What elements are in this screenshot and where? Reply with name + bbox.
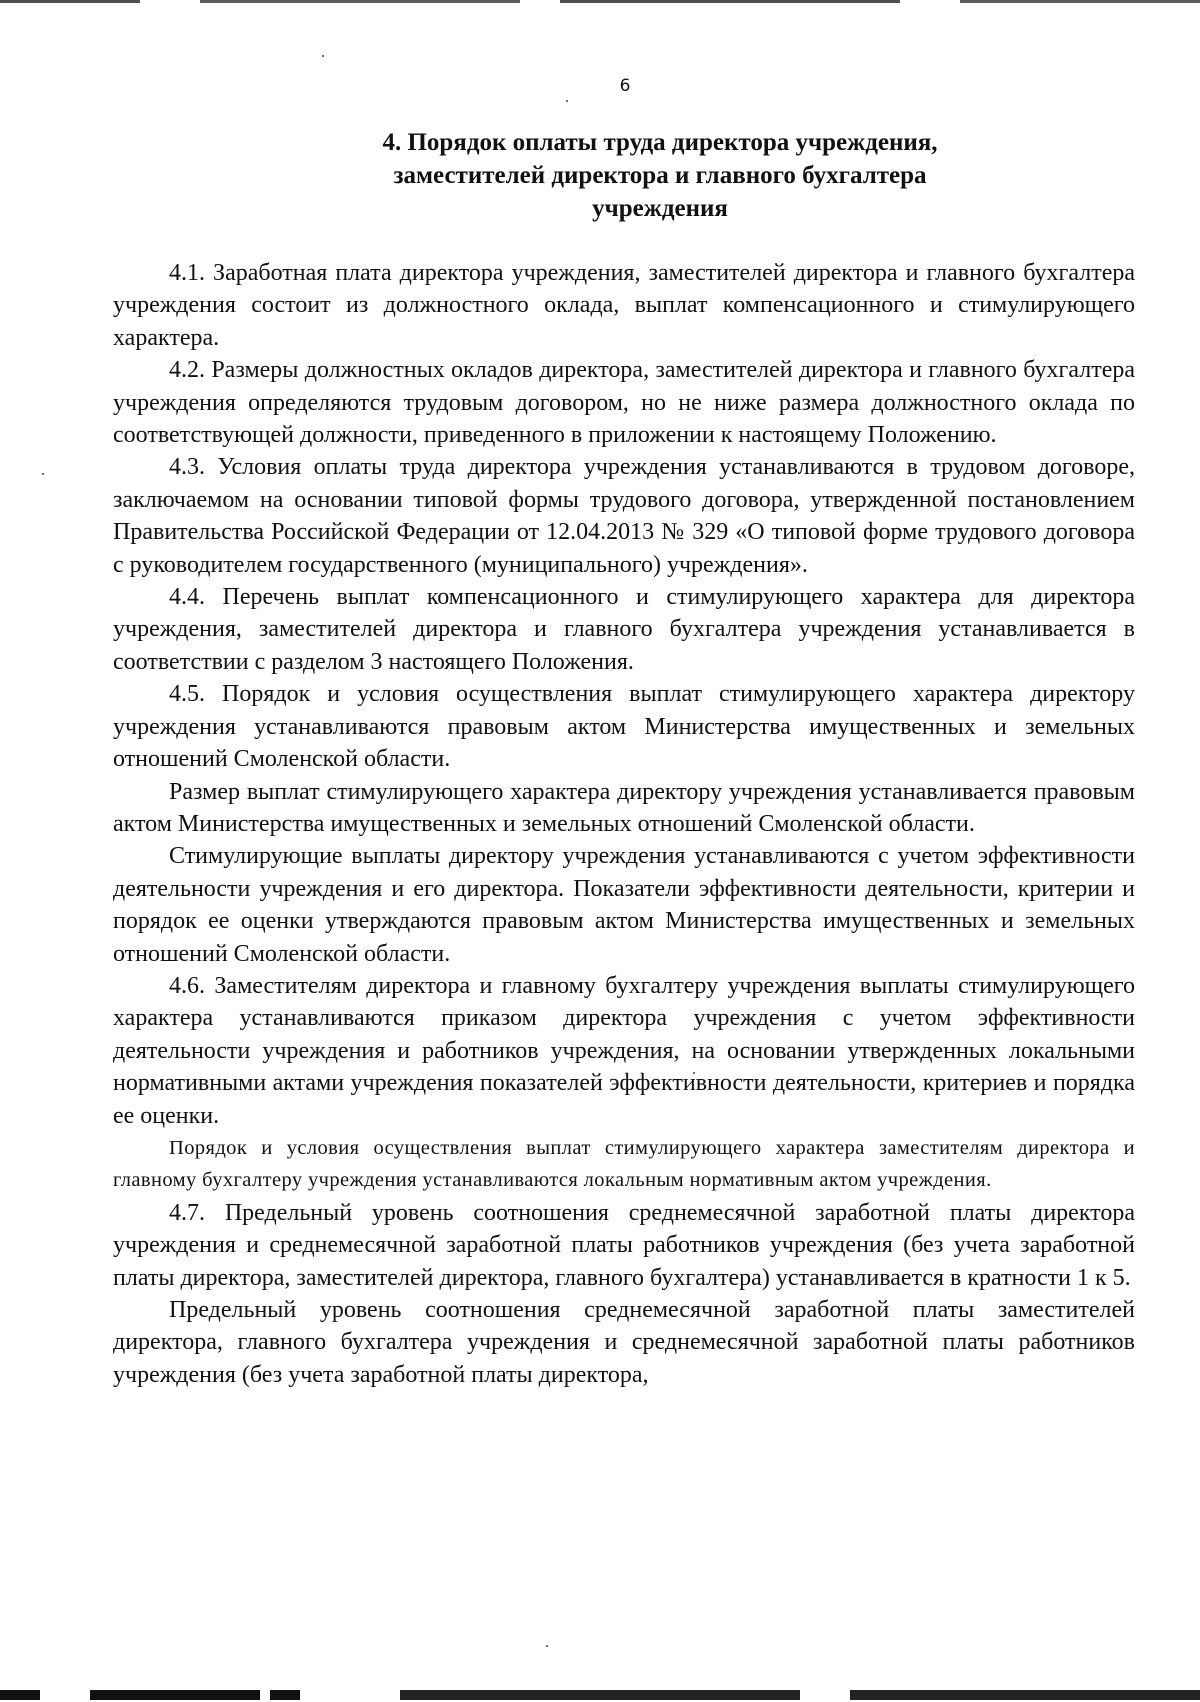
paragraph-4-5-bonus-criteria: Стимулирующие выплаты директору учреждения устанавливаются с учетом эффективности деятельности учреждения и его директора. Показатели эффективности деятельности, критерии и порядок ее оценки утверждаются правовым актом Министерства имущественных и земельных отношений Смоленской области. xyxy=(113,843,1135,967)
paragraph-4-2: 4.2. Размеры должностных окладов директора, заместителей директора и главного бухгалтера учреждения определяются трудовым договором, но не ниже размера должностного оклада по соответствующей должности, приведенного в приложении к настоящему Положению. xyxy=(113,357,1135,449)
scan-edge-top xyxy=(0,0,1200,3)
paragraph-4-5-bonus-size: Размер выплат стимулирующего характера директору учреждения устанавливается правовым актом Министерства имущественных и земельных отношений Смоленской области. xyxy=(113,778,1135,837)
paragraph-4-1: 4.1. Заработная плата директора учреждения, заместителей директора и главного бухгалтера учреждения состоит из должностного оклада, выплат компенсационного и стимулирующего характера. xyxy=(113,260,1135,351)
section-heading-line: заместителей директора и главного бухгалтера xyxy=(393,162,927,189)
paragraph-4-7: 4.7. Предельный уровень соотношения среднемесячной заработной платы директора учреждения и среднемесячной заработной платы работников учреждения (без учета заработной платы директора, заместителей директора, главного бухгалтера) устанавливается в кратности 1 к 5. xyxy=(113,1199,1135,1291)
page-number: 6 xyxy=(619,76,631,96)
scan-speck xyxy=(546,1645,548,1647)
paragraph-4-4: 4.4. Перечень выплат компенсационного и стимулирующего характера для директора учреждения, заместителей директора и главного бухгалтера учреждения устанавливается в соответствии с разделом 3 настоящего Положения. xyxy=(113,584,1135,675)
paragraph-4-3: 4.3. Условия оплаты труда директора учреждения устанавливаются в трудовом договоре, заключаемом на основании типовой формы трудового договора, утвержденной постановлением Правительства Российской Федерации от 12.04.2013 № 329 «О типовой форме трудового договора с руководителем государственного (муниципального) учреждения». xyxy=(113,454,1135,578)
paragraph-4-7-deputies: Предельный уровень соотношения среднемесячной заработной платы заместителей директора, главного бухгалтера учреждения и среднемесячной заработной платы работников учреждения (без учета заработной платы директора, xyxy=(113,1297,1135,1388)
scan-speck xyxy=(42,473,44,475)
scan-edge-bottom xyxy=(0,1690,1200,1700)
document-body xyxy=(113,257,1135,1391)
paragraph-4-6-procedure: Порядок и условия осуществления выплат стимулирующего характера заместителям директора и главному бухгалтеру учреждения устанавливаются локальным нормативным актом учреждения. xyxy=(113,1136,1135,1192)
section-heading xyxy=(300,126,1020,225)
section-heading-line: 4. Порядок оплаты труда директора учреждения, xyxy=(382,129,938,156)
paragraph-4-5: 4.5. Порядок и условия осуществления выплат стимулирующего характера директору учреждения устанавливаются правовым актом Министерства имущественных и земельных отношений Смоленской области. xyxy=(113,681,1135,773)
scan-speck xyxy=(322,55,324,57)
section-heading-line: учреждения xyxy=(592,195,728,222)
paragraph-4-6: 4.6. Заместителям директора и главному бухгалтеру учреждения выплаты стимулирующего характера устанавливаются приказом директора учреждения с учетом эффективности деятельности учреждения и работников учреждения, на основании утвержденных локальными нормативными актами учреждения показателей эффективности деятельности, критериев и порядка ее оценки. xyxy=(113,972,1135,1129)
scan-speck xyxy=(566,100,568,102)
